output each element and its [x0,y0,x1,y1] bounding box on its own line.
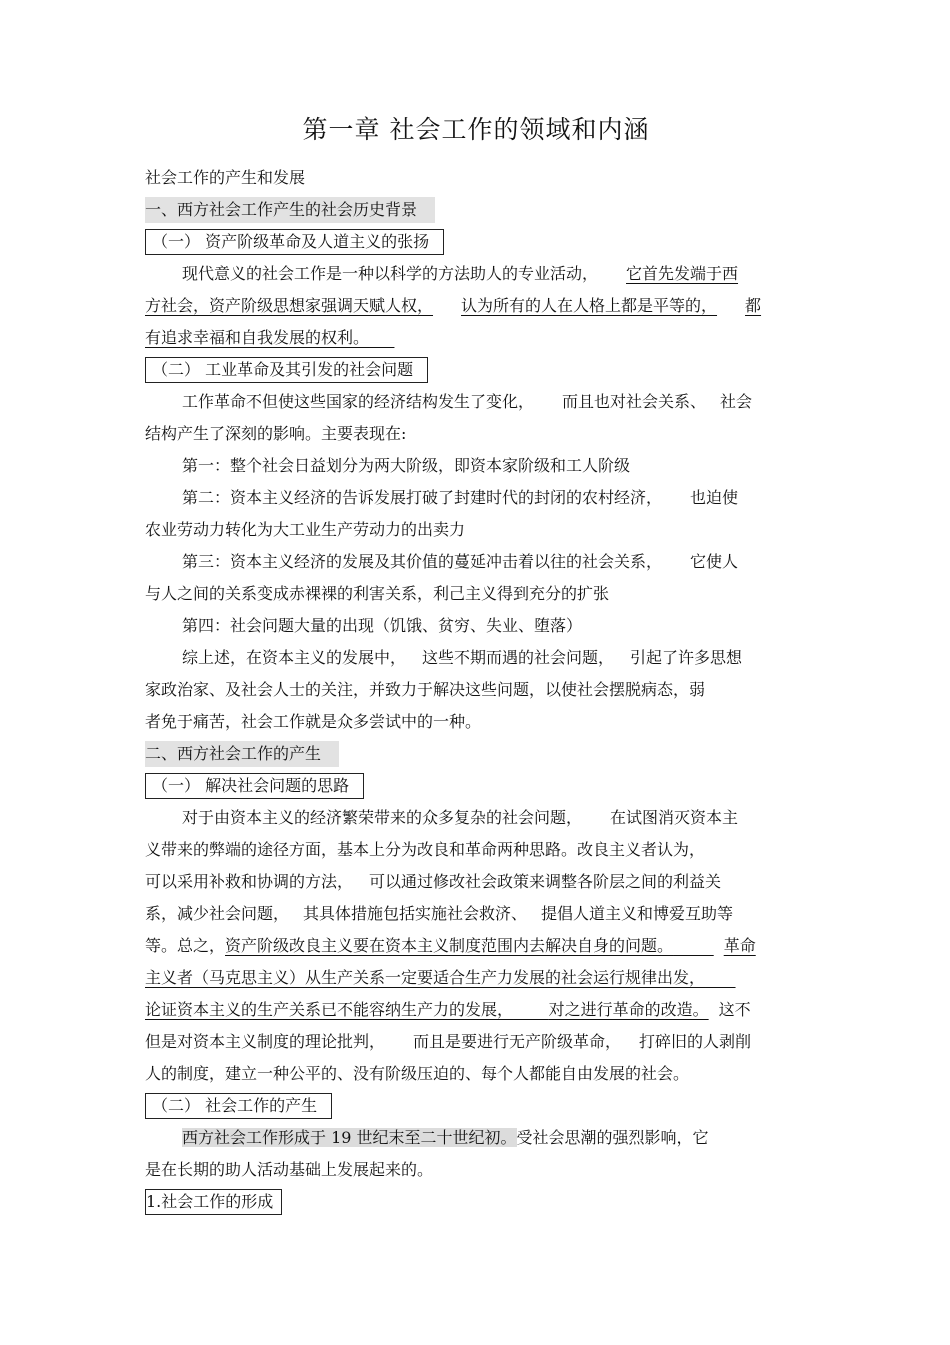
paragraph-line: 家政治家、及社会人士的关注，并致力于解决这些问题，以使社会摆脱病态，弱 [145,680,706,699]
paragraph-line: 工作革命不但使这些国家的经济结构发生了变化， 而且也对社会关系、 社会 [182,392,753,411]
paragraph-line: 等。总之，资产阶级改良主义要在资本主义制度范围内去解决自身的问题。 革命 [145,936,756,955]
subheading-formation: 1.社会工作的形成 [145,1189,282,1215]
paragraph-line: 对于由资本主义的经济繁荣带来的众多复杂的社会问题， 在试图消灭资本主 [182,808,739,827]
heading-western-emergence: 二、西方社会工作的产生 [145,741,339,767]
subheading-industrial-revolution: （二） 工业革命及其引发的社会问题 [145,357,428,383]
paragraph-line: 可以采用补救和协调的方法， 可以通过修改社会政策来调整各阶层之间的利益关 [145,872,722,891]
paragraph-line: 系，减少社会问题， 其具体措施包括实施社会救济、 提倡人道主义和博爱互助等 [145,904,734,923]
list-item-continued: 农业劳动力转化为大工业生产劳动力的出卖力 [145,520,466,539]
paragraph-line: 主义者（马克思主义）从生产关系一定要适合生产力发展的社会运行规律出发， [145,968,706,987]
paragraph-line: 有追求幸福和自我发展的权利。 [145,328,370,347]
paragraph-line: 综上述，在资本主义的发展中， 这些不期而遇的社会问题， 引起了许多思想 [182,648,743,667]
list-item: 第三：资本主义经济的发展及其价值的蔓延冲击着以往的社会关系， 它使人 [182,552,739,571]
paragraph-line: 西方社会工作形成于 19 世纪末至二十世纪初。受社会思潮的强烈影响，它 [182,1128,709,1147]
section-subtitle: 社会工作的产生和发展 [145,168,306,187]
paragraph-line: 结构产生了深刻的影响。主要表现在: [145,424,407,443]
heading-western-background: 一、西方社会工作产生的社会历史背景 [145,197,435,223]
subheading-bourgeois-revolution: （一） 资产阶级革命及人道主义的张扬 [145,229,444,255]
paragraph-line: 但是对资本主义制度的理论批判， 而且是要进行无产阶级革命， 打碎旧的人剥削 [145,1032,752,1051]
highlighted-phrase: 西方社会工作形成于 19 世纪末至二十世纪初。 [182,1128,517,1147]
subheading-solving-problems: （一） 解决社会问题的思路 [145,773,364,799]
document-page [145,110,807,1218]
subheading-social-work-emergence: （二） 社会工作的产生 [145,1093,332,1119]
list-item: 第一：整个社会日益划分为两大阶级，即资本家阶级和工人阶级 [182,456,631,475]
paragraph-line: 现代意义的社会工作是一种以科学的方法助人的专业活动， 它首先发端于西 [182,264,739,283]
paragraph-line: 义带来的弊端的途径方面，基本上分为改良和革命两种思路。改良主义者认为， [145,840,706,859]
paragraph-line: 是在长期的助人活动基础上发展起来的。 [145,1160,434,1179]
paragraph-line: 者免于痛苦，社会工作就是众多尝试中的一种。 [145,712,482,731]
paragraph-line: 方社会，资产阶级思想家强调天赋人权， 认为所有的人在人格上都是平等的， 都 [145,296,762,315]
paragraph-line: 论证资本主义的生产关系已不能容纳生产力的发展， 对之进行革命的改造。 这不 [145,1000,751,1019]
list-item-continued: 与人之间的关系变成赤裸裸的利害关系，利己主义得到充分的扩张 [145,584,610,603]
list-item: 第四：社会问题大量的出现（饥饿、贫穷、失业、堕落） [182,616,583,635]
chapter-title: 第一章 社会工作的领域和内涵 [302,115,650,144]
paragraph-line: 人的制度，建立一种公平的、没有阶级压迫的、每个人都能自由发展的社会。 [145,1064,690,1083]
list-item: 第二：资本主义经济的告诉发展打破了封建时代的封闭的农村经济， 也迫使 [182,488,739,507]
